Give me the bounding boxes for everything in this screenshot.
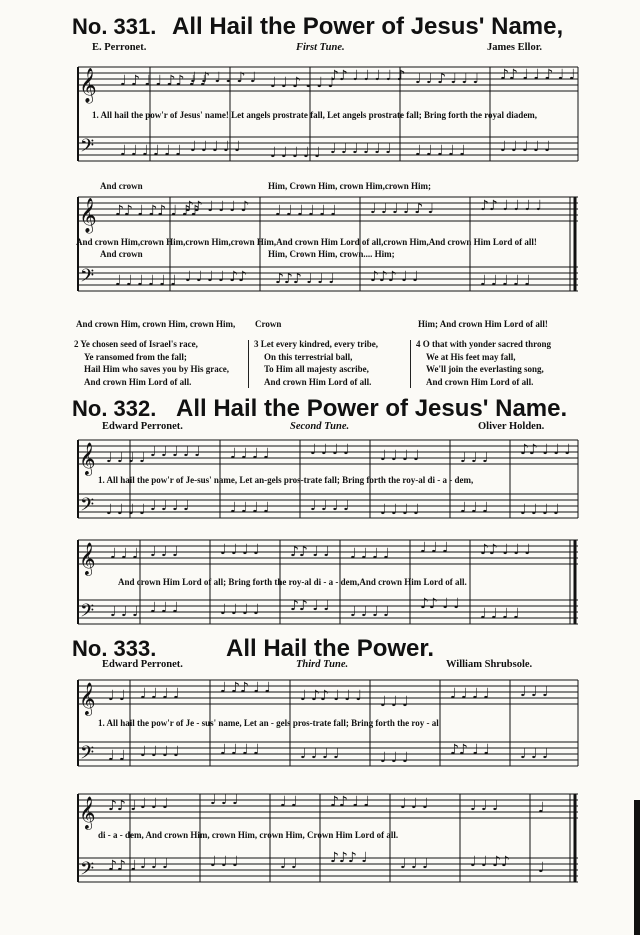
hymn-number: No. 332. [72,396,157,421]
hymn-composer: Oliver Holden. [478,421,545,432]
hymn-tune-label: Third Tune. [296,659,349,670]
svg-text:♩ ♩ ♩: ♩ ♩ ♩ [140,856,169,872]
hymn-331-header [72,14,612,40]
hymn-composer: James Ellor. [487,42,543,53]
page-edge-shadow [634,800,640,935]
hymn-331-verses [70,338,620,390]
lyric-line: 1. All hail the pow'r of Je-sus' name, Let an-gels pros-trate fall; Bring forth the roy-al di - a - dem, [98,475,474,485]
hymn-number: No. 333. [72,636,157,661]
treble-clef-icon: 𝄞 [79,542,96,575]
svg-text:♩ ♩ ♩: ♩ ♩ ♩ [150,544,179,560]
svg-text:♩ ♩ ♩ ♩: ♩ ♩ ♩ ♩ [220,742,260,758]
svg-text:♪♪ ♩ ♩: ♪♪ ♩ ♩ [420,596,460,612]
lyric-line: And crown Him,crown Him,crown Him,crown Him,And crown Him Lord of all,crown Him,And crown Him Lord of all! [76,237,537,247]
hymn-number: No. 331. [72,14,157,39]
hymn-tune-label: Second Tune. [290,421,350,432]
svg-text:♩ ♩ ♩ ♩: ♩ ♩ ♩ ♩ [350,546,390,562]
svg-text:♪♪ ♩ ♪♪ ♩ ♪♪: ♪♪ ♩ ♪♪ ♩ ♪♪ [115,203,200,219]
svg-text:♩ ♩: ♩ ♩ [108,688,126,704]
svg-text:♪♪ ♩ ♩ ♩ ♪: ♪♪ ♩ ♩ ♩ ♪ [185,199,250,215]
svg-text:♩ ♩ ♩ ♩: ♩ ♩ ♩ ♩ [380,448,420,464]
svg-text:♩ ♩ ♩ ♩ ♩ ♩: ♩ ♩ ♩ ♩ ♩ ♩ [120,143,182,159]
svg-text:♪♪ ♩ ♩ ♩: ♪♪ ♩ ♩ ♩ [480,542,532,558]
lyric-line: And crown [100,181,143,191]
verse-line: And crown Him Lord of all. [264,376,372,387]
svg-text:♩ ♩ ♩: ♩ ♩ ♩ [520,684,549,700]
svg-text:♪♪ ♩ ♩ ♩ ♩ ♪: ♪♪ ♩ ♩ ♩ ♩ ♪ [330,68,406,84]
treble-clef-icon: 𝄞 [79,68,97,103]
lyric-line: And crown [100,249,143,259]
svg-text:♩ ♩ ♩: ♩ ♩ ♩ [520,746,549,762]
hymn-332-header [72,396,612,422]
svg-text:♩ ♩ ♩ ♩ ♪♪: ♩ ♩ ♩ ♩ ♪♪ [185,269,248,285]
hymn-author: Edward Perronet. [102,421,183,432]
svg-text:♩ ♩ ♩ ♩: ♩ ♩ ♩ ♩ [150,498,190,514]
bass-clef-icon: 𝄢 [80,266,95,291]
treble-clef-icon: 𝄞 [79,796,96,829]
svg-text:♩ ♩: ♩ ♩ [280,794,298,810]
svg-text:♩ ♩ ♩: ♩ ♩ ♩ [140,796,169,812]
svg-text:♩ ♩ ♩ ♩: ♩ ♩ ♩ ♩ [230,500,270,516]
svg-text:♩ ♩ ♩ ♩: ♩ ♩ ♩ ♩ [310,442,350,458]
svg-text:♩ ♩ ♩ ♩ ♩ ♩: ♩ ♩ ♩ ♩ ♩ ♩ [275,203,337,219]
svg-text:♩ ♩ ♩: ♩ ♩ ♩ [420,540,449,556]
verse-line: 2 Ye chosen seed of Israel's race, [74,339,198,349]
lyric-line: di - a - dem, And crown Him, crown Him, crown Him, Crown Him Lord of all. [98,830,399,840]
svg-text:♩ ♩: ♩ ♩ [108,748,126,764]
svg-text:♩ ♩ ♩: ♩ ♩ ♩ [110,546,139,562]
svg-text:♩ ♪♪ ♩ ♩: ♩ ♪♪ ♩ ♩ [220,680,272,696]
verse-divider [410,340,411,388]
verse-divider [248,340,249,388]
verse-line: And crown Him Lord of all. [426,376,534,387]
verse-line: We'll join the everlasting song, [426,364,544,374]
hymn-author: Edward Perronet. [102,659,183,670]
verse-line: On this terrestrial ball, [264,351,353,362]
hymn-author: E. Perronet. [92,42,147,53]
svg-text:♩ ♩ ♩: ♩ ♩ ♩ [110,604,139,620]
lyric-line: Crown [255,319,282,329]
verse-line: Hail Him who saves you by His grace, [84,364,230,374]
verse-4 [416,338,551,388]
svg-text:♩: ♩ [538,860,545,876]
svg-text:♪♪ ♩: ♪♪ ♩ [108,798,137,814]
svg-text:♩ ♩ ♩ ♩ ♪ ♩: ♩ ♩ ♩ ♩ ♪ ♩ [370,201,435,217]
svg-text:♩ ♩ ♩: ♩ ♩ ♩ [210,854,239,870]
svg-text:♩ ♩ ♩ ♩: ♩ ♩ ♩ ♩ [230,446,270,462]
bass-clef-icon: 𝄢 [80,136,95,161]
svg-text:♪♪ ♩: ♪♪ ♩ [108,858,137,874]
svg-text:♩ ♩ ♩ ♩: ♩ ♩ ♩ ♩ [380,502,420,518]
svg-text:♪♪ ♩ ♩: ♪♪ ♩ ♩ [290,544,330,560]
svg-text:♩ ♩ ♩: ♩ ♩ ♩ [210,792,239,808]
svg-text:♩ ♩ ♩ ♩ ♩ ♩: ♩ ♩ ♩ ♩ ♩ ♩ [330,141,392,157]
lyric-line: Him, Crown Him, crown Him,crown Him; [268,181,431,191]
bass-clef-icon: 𝄢 [80,859,95,884]
svg-text:♩ ♩ ♩ ♩ ♩ ♩: ♩ ♩ ♩ ♩ ♩ ♩ [115,273,177,289]
svg-text:♩ ♩ ♩ ♩: ♩ ♩ ♩ ♩ [300,746,340,762]
svg-text:♩: ♩ [538,800,545,816]
hymn-title: All Hail the Power. [226,635,435,662]
svg-text:♪♪♪ ♩ ♩ ♩: ♪♪♪ ♩ ♩ ♩ [275,271,335,287]
lyric-line: Him; And crown Him Lord of all! [418,319,548,329]
verse-3 [254,338,378,388]
svg-text:♩ ♩ ♩ ♩: ♩ ♩ ♩ ♩ [140,686,180,702]
svg-text:♩ ♩ ♩ ♩: ♩ ♩ ♩ ♩ [310,498,350,514]
svg-text:♩ ♩ ♩ ♩ ♩: ♩ ♩ ♩ ♩ ♩ [480,273,531,289]
lyric-line: 1. All hail the pow'r of Jesus' name! Let angels prostrate fall, Let angels prostrate fall; Bring forth the royal diadem, [92,110,538,120]
lyric-line: And crown Him Lord of all; Bring forth the roy-al di - a - dem,And crown Him Lord of all. [118,577,467,587]
svg-text:♩ ♩ ♩ ♩: ♩ ♩ ♩ ♩ [350,604,390,620]
svg-text:♩ ♩ ♩: ♩ ♩ ♩ [150,600,179,616]
verse-line: 4 O that with yonder sacred throng [416,339,552,349]
svg-text:♪♪ ♩ ♩ ♩ ♩: ♪♪ ♩ ♩ ♩ ♩ [480,198,543,214]
svg-text:♩ ♩ ♩ ♩: ♩ ♩ ♩ ♩ [220,602,260,618]
svg-text:♩ ♩ ♩: ♩ ♩ ♩ [460,450,489,466]
svg-text:♩ ♩ ♩ ♩: ♩ ♩ ♩ ♩ [450,686,490,702]
svg-text:♩ ♩ ♪ ♩ ♩ ♩: ♩ ♩ ♪ ♩ ♩ ♩ [270,75,335,91]
bass-clef-icon: 𝄢 [80,495,95,520]
verse-line: We at His feet may fall, [426,351,516,362]
hymn-332-score [70,430,582,635]
svg-text:♩ ♩ ♩ ♩ ♩: ♩ ♩ ♩ ♩ ♩ [150,444,201,460]
bass-clef-icon: 𝄢 [80,601,95,626]
svg-text:♩ ♩ ♩ ♩: ♩ ♩ ♩ ♩ [520,502,560,518]
verse-line: 3 Let every kindred, every tribe, [254,339,379,349]
svg-text:♪♪ ♩ ♩: ♪♪ ♩ ♩ [330,794,370,810]
svg-text:♩ ♩: ♩ ♩ [280,856,298,872]
svg-text:♩ ♪♪ ♩ ♩ ♩: ♩ ♪♪ ♩ ♩ ♩ [300,688,363,704]
svg-text:♩ ♩ ♩ ♩: ♩ ♩ ♩ ♩ [480,606,520,622]
hymn-title: All Hail the Power of Jesus' Name. [176,395,568,422]
treble-clef-icon: 𝄞 [79,198,97,233]
lyric-line: Him, Crown Him, crown.... Him; [268,249,395,259]
treble-clef-icon: 𝄞 [79,442,96,475]
svg-text:♪♪♪ ♩ ♩: ♪♪♪ ♩ ♩ [370,269,419,285]
svg-text:♪♪ ♩ ♩: ♪♪ ♩ ♩ [290,598,330,614]
bass-clef-icon: 𝄢 [80,743,95,768]
hymn-title: All Hail the Power of Jesus' Name, [172,13,564,40]
svg-text:♩ ♩ ♩ ♩ ♩: ♩ ♩ ♩ ♩ ♩ [190,139,241,155]
lyric-line: 1. All hail the pow'r of Je - sus' name, Let an - gels pros-trate fall; Bring forth the roy - al [98,718,439,728]
svg-text:♩ ♩ ♩: ♩ ♩ ♩ [380,694,409,710]
svg-text:♪♪ ♩ ♩: ♪♪ ♩ ♩ [450,742,490,758]
svg-text:♩ ♩ ♩: ♩ ♩ ♩ [380,750,409,766]
verse-line: Ye ransomed from the fall; [84,351,187,362]
svg-text:♩ ♩ ♩: ♩ ♩ ♩ [400,856,429,872]
hymn-333-score [70,668,582,916]
svg-text:♩ ♩ ♩ ♩: ♩ ♩ ♩ ♩ [106,502,146,518]
svg-text:♩ ♩ ♩: ♩ ♩ ♩ [460,500,489,516]
svg-text:♩ ♩ ♩ ♩ ♩: ♩ ♩ ♩ ♩ ♩ [415,143,466,159]
svg-text:♩ ♩ ♪ ♩ ♩ ♩: ♩ ♩ ♪ ♩ ♩ ♩ [415,71,480,87]
svg-text:♪♪ ♩ ♩ ♩: ♪♪ ♩ ♩ ♩ [520,442,572,458]
lyric-line: And crown Him, crown Him, crown Him, [76,319,236,329]
svg-text:♩ ♩ ♩ ♩: ♩ ♩ ♩ ♩ [220,542,260,558]
verse-2 [74,338,229,388]
hymn-tune-label: First Tune. [296,42,345,53]
svg-text:♩ ♪ ♩ ♩ ♪ ♩: ♩ ♪ ♩ ♩ ♪ ♩ [190,70,257,86]
svg-text:♩ ♩ ♩: ♩ ♩ ♩ [470,798,499,814]
svg-text:♩ ♩ ♩ ♩ ♩: ♩ ♩ ♩ ♩ ♩ [500,139,551,155]
verse-line: And crown Him Lord of all. [84,376,192,387]
svg-text:♩ ♪ ♩ ♩ ♪♪ ♩ ♩: ♩ ♪ ♩ ♩ ♪♪ ♩ ♩ [120,73,207,89]
svg-text:♩ ♩ ♩ ♩ ♩: ♩ ♩ ♩ ♩ ♩ [270,145,321,161]
svg-text:♩ ♩ ♩: ♩ ♩ ♩ [400,796,429,812]
svg-text:♩ ♩ ♩ ♩: ♩ ♩ ♩ ♩ [106,450,146,466]
svg-text:♩ ♩ ♩ ♩: ♩ ♩ ♩ ♩ [140,744,180,760]
verse-line: To Him all majesty ascribe, [264,364,369,374]
svg-text:♩ ♩ ♪♪: ♩ ♩ ♪♪ [470,854,510,870]
svg-text:♪♪ ♩ ♩ ♪ ♩ ♩: ♪♪ ♩ ♩ ♪ ♩ ♩ [500,67,576,83]
hymn-composer: William Shrubsole. [446,659,533,670]
svg-text:♪♪♪ ♩: ♪♪♪ ♩ [330,850,368,866]
treble-clef-icon: 𝄞 [79,682,96,715]
